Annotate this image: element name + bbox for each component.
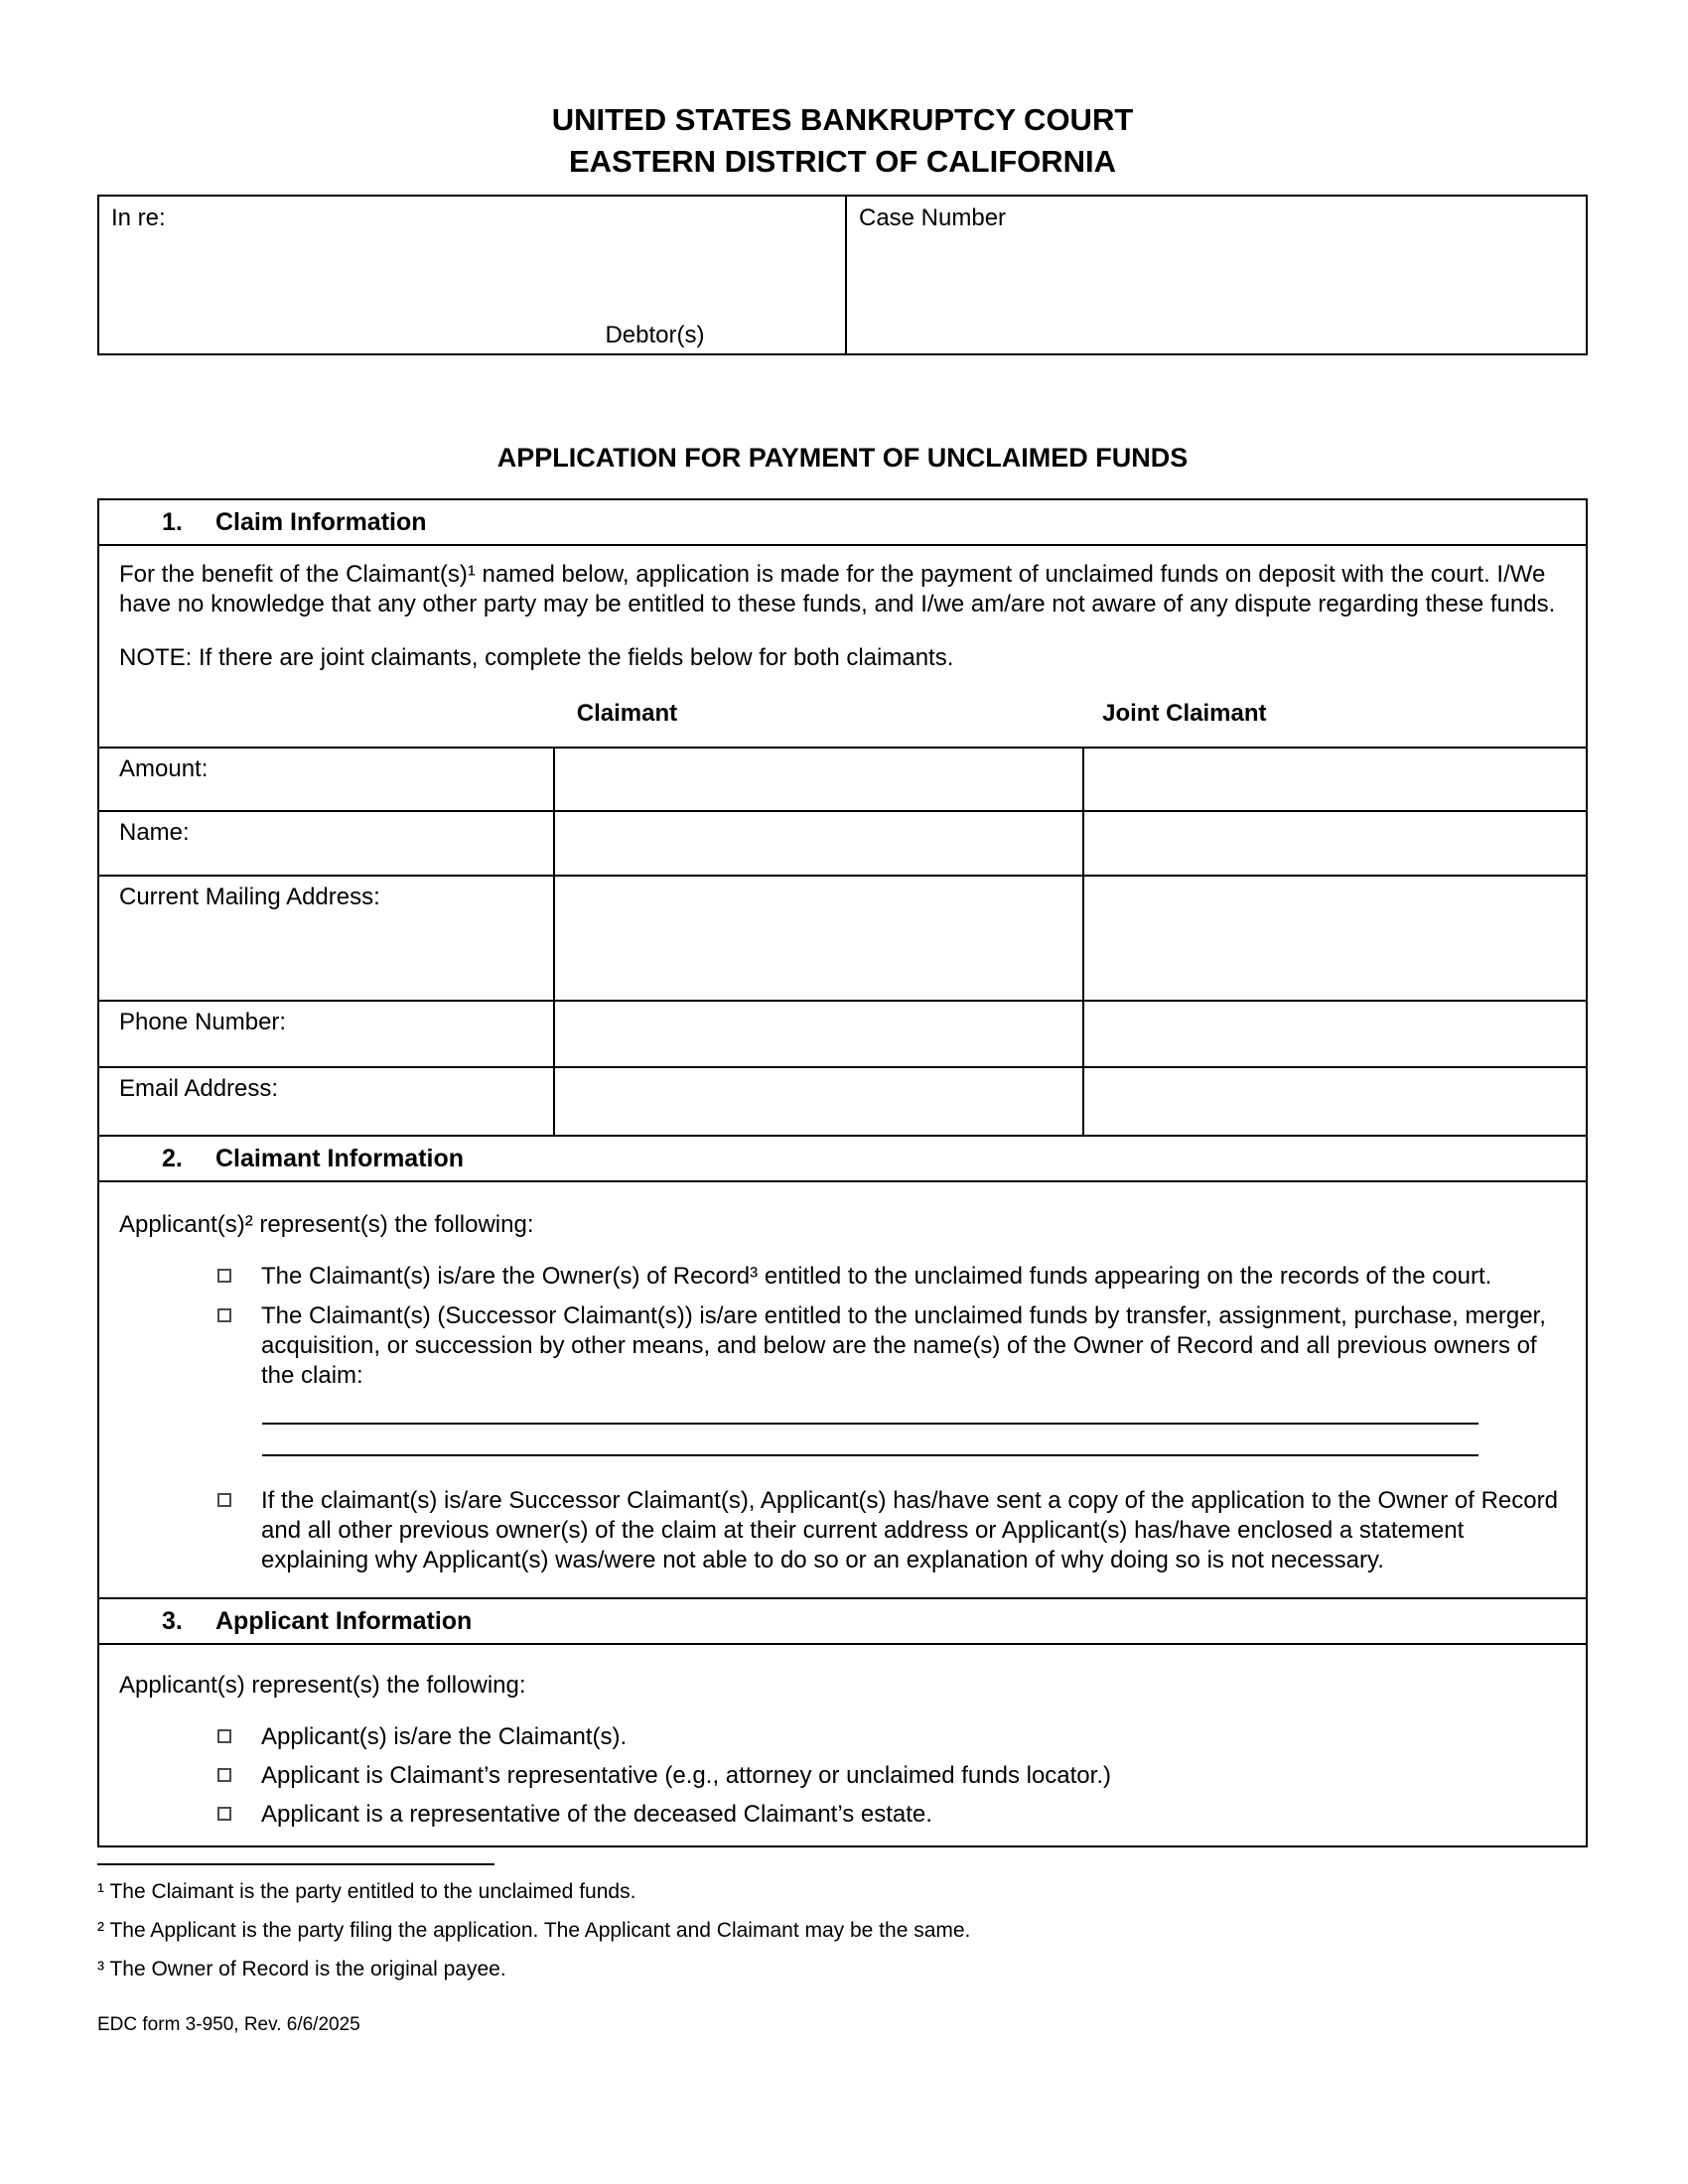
court-title: UNITED STATES BANKRUPTCY COURT [551,102,1134,137]
applicant-estate-representative-label: Applicant is a representative of the deceased Claimant’s estate. [261,1801,932,1828]
case-caption-box [97,195,1588,355]
applicant-is-claimant-label: Applicant(s) is/are the Claimant(s). [261,1723,628,1750]
footnote-3: ³ The Owner of Record is the original payee. [97,1958,506,1980]
section-3-intro: Applicant(s) represent(s) the following: [119,1672,526,1699]
footnote-2: ² The Applicant is the party filing the application. The Applicant and Claimant may be the same. [97,1919,971,1942]
case-number-label: Case Number [858,205,1007,231]
owner-of-record-option-label: The Claimant(s) is/are the Owner(s) of Record³ entitled to the unclaimed funds appearing on the records of the court. [261,1263,1492,1290]
in-re-label: In re: [111,205,166,231]
section-1-title: Claim Information [215,508,427,536]
section-3-title: Applicant Information [215,1607,473,1635]
section-1-number: 1. [162,508,183,536]
name-label: Name: [99,811,554,876]
claim-table-column-headers [99,699,1586,731]
district-title: EASTERN DISTRICT OF CALIFORNIA [568,144,1117,179]
joint-claimant-column-header: Joint Claimant [1102,700,1267,727]
form-title: APPLICATION FOR PAYMENT OF UNCLAIMED FUNDS [496,443,1189,473]
phone-number-label: Phone Number: [99,1001,554,1067]
joint-claimants-note: NOTE: If there are joint claimants, complete the fields below for both claimants. [119,644,954,671]
debtors-label: Debtor(s) [605,322,705,348]
amount-label: Amount: [99,748,554,811]
mailing-address-label: Current Mailing Address: [99,876,554,1001]
email-address-label: Email Address: [99,1067,554,1135]
applicant-is-representative-label: Applicant is Claimant’s representative (e.g., attorney or unclaimed funds locator.) [261,1762,1111,1789]
case-number-field[interactable] [0,40,1688,2144]
notice-to-owner-option-label: If the claimant(s) is/are Successor Claimant(s), Applicant(s) has/have sent a copy of the application to the Owner of Record and all other previous owner(s) of the claim at their current address or Applicant(s) has/have enclosed a statement explaining why Applicant(s) was/were not able to do so or an explanation of why doing so is not necessary. [261,1487,1558,1573]
case-number-cell [847,197,1586,353]
section-3-number: 3. [162,1607,183,1635]
successor-claimant-option-label: The Claimant(s) (Successor Claimant(s)) is/are entitled to the unclaimed funds by transfer, assignment, purchase, merger, acquisition, or succession by other means, and below are the name(s) of the Owner of Record and all previous owners of the claim: [261,1302,1546,1389]
form-id-footer: EDC form 3-950, Rev. 6/6/2025 [97,2014,360,2035]
footnote-1: ¹ The Claimant is the party entitled to the unclaimed funds. [97,1880,636,1903]
claim-info-paragraph: For the benefit of the Claimant(s)¹ named below, application is made for the payment of unclaimed funds on deposit with the court. I/We have no knowledge that any other party may be entitled to these funds, and I/we am/are not aware of any dispute regarding these funds. [119,561,1556,617]
section-2-intro: Applicant(s)² represent(s) the following: [119,1211,534,1238]
claimant-column-header: Claimant [576,700,678,727]
section-2-title: Claimant Information [215,1145,465,1172]
section-2-number: 2. [162,1145,183,1172]
